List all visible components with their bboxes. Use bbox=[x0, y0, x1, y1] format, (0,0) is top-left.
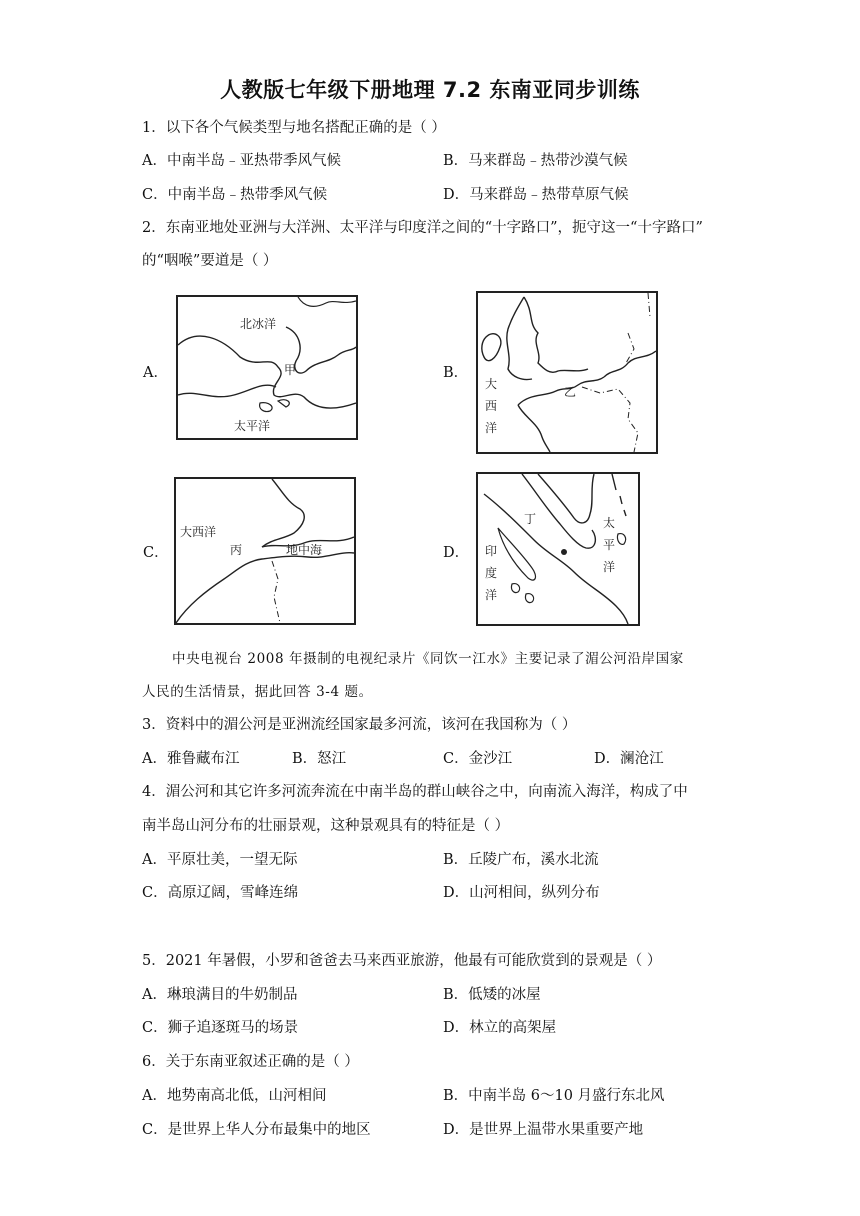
map-a-strait-label: 甲 bbox=[284, 363, 297, 377]
q3-option-d[interactable]: D．澜沧江 bbox=[594, 751, 664, 767]
map-c-strait-label: 丙 bbox=[230, 543, 243, 557]
q4-option-b[interactable]: B．丘陵广布，溪水北流 bbox=[443, 852, 599, 868]
q1-option-a[interactable]: A．中南半岛﹣亚热带季风气候 bbox=[142, 153, 341, 169]
material-line2: 人民的生活情景，据此回答 3-4 题。 bbox=[142, 684, 373, 700]
q1-option-d[interactable]: D．马来群岛﹣热带草原气候 bbox=[443, 187, 629, 203]
q3-option-b[interactable]: B．怒江 bbox=[292, 751, 347, 767]
q1-option-c[interactable]: C．中南半岛﹣热带季风气候 bbox=[142, 187, 328, 203]
q3-option-a[interactable]: A．雅鲁藏布江 bbox=[142, 751, 240, 767]
map-d[interactable] bbox=[476, 472, 640, 626]
q6-option-c[interactable]: C．是世界上华人分布最集中的地区 bbox=[142, 1122, 371, 1138]
map-b-drawing bbox=[478, 293, 656, 452]
question-3-stem: 3．资料中的湄公河是亚洲流经国家最多河流，该河在我国称为（ ） bbox=[142, 717, 577, 733]
q5-option-b[interactable]: B．低矮的冰屋 bbox=[443, 987, 541, 1003]
question-2-stem-line2: 的“咽喉”要道是（ ） bbox=[142, 253, 278, 269]
question-4-stem-line2: 南半岛山河分布的壮丽景观，这种景观具有的特征是（ ） bbox=[142, 818, 510, 834]
map-c-mediterranean-label: 地中海 bbox=[286, 543, 323, 557]
map-d-strait-label: 丁 bbox=[524, 512, 537, 526]
map-d-pacific-label: 太平洋 bbox=[602, 516, 615, 574]
q5-option-c[interactable]: C．狮子追逐斑马的场景 bbox=[142, 1020, 299, 1036]
q6-option-b[interactable]: B．中南半岛 6～10 月盛行东北风 bbox=[443, 1088, 665, 1104]
question-5-stem: 5．2021 年暑假，小罗和爸爸去马来西亚旅游，他最有可能欣赏到的景观是（ ） bbox=[142, 953, 662, 969]
q1-option-b[interactable]: B．马来群岛﹣热带沙漠气候 bbox=[443, 153, 628, 169]
q5-option-a[interactable]: A．琳琅满目的牛奶制品 bbox=[142, 987, 298, 1003]
map-b-strait-label: 乙 bbox=[564, 385, 577, 399]
question-4-stem-line1: 4．湄公河和其它许多河流奔流在中南半岛的群山峡谷之中，向南流入海洋，构成了中 bbox=[142, 784, 688, 800]
q4-option-c[interactable]: C．高原辽阔，雪峰连绵 bbox=[142, 885, 299, 901]
q2-option-b-label[interactable]: B． bbox=[443, 365, 469, 381]
map-c-atlantic-label: 大西洋 bbox=[180, 525, 217, 539]
map-a-arctic-label: 北冰洋 bbox=[240, 317, 277, 331]
map-c-drawing bbox=[176, 479, 354, 623]
q2-option-a-label[interactable]: A． bbox=[143, 365, 168, 381]
q3-option-c[interactable]: C．金沙江 bbox=[443, 751, 513, 767]
map-b[interactable] bbox=[476, 291, 658, 454]
question-2-stem-line1: 2．东南亚地处亚洲与大洋洲、太平洋与印度洋之间的“十字路口”，扼守这一“十字路口” bbox=[142, 220, 703, 236]
q6-option-d[interactable]: D．是世界上温带水果重要产地 bbox=[443, 1122, 644, 1138]
q6-option-a[interactable]: A．地势南高北低，山河相间 bbox=[142, 1088, 327, 1104]
map-a-pacific-label: 太平洋 bbox=[234, 419, 271, 433]
q2-option-d-label[interactable]: D． bbox=[443, 545, 470, 561]
map-c[interactable] bbox=[174, 477, 356, 625]
question-1-stem: 1．以下各个气候类型与地名搭配正确的是（ ） bbox=[142, 120, 446, 136]
map-a[interactable] bbox=[176, 295, 358, 440]
q2-option-c-label[interactable]: C． bbox=[143, 545, 169, 561]
material-line1: 中央电视台 2008 年摄制的电视纪录片《同饮一江水》主要记录了湄公河沿岸国家 bbox=[172, 651, 684, 667]
q5-option-d[interactable]: D．林立的高架屋 bbox=[443, 1020, 557, 1036]
page-title: 人教版七年级下册地理 7.2 东南亚同步训练 bbox=[220, 78, 640, 102]
question-6-stem: 6．关于东南亚叙述正确的是（ ） bbox=[142, 1054, 359, 1070]
q4-option-a[interactable]: A．平原壮美，一望无际 bbox=[142, 852, 298, 868]
map-d-indian-label: 印度洋 bbox=[484, 544, 497, 602]
map-b-atlantic-label: 大西洋 bbox=[484, 377, 497, 435]
q4-option-d[interactable]: D．山河相间，纵列分布 bbox=[443, 885, 600, 901]
